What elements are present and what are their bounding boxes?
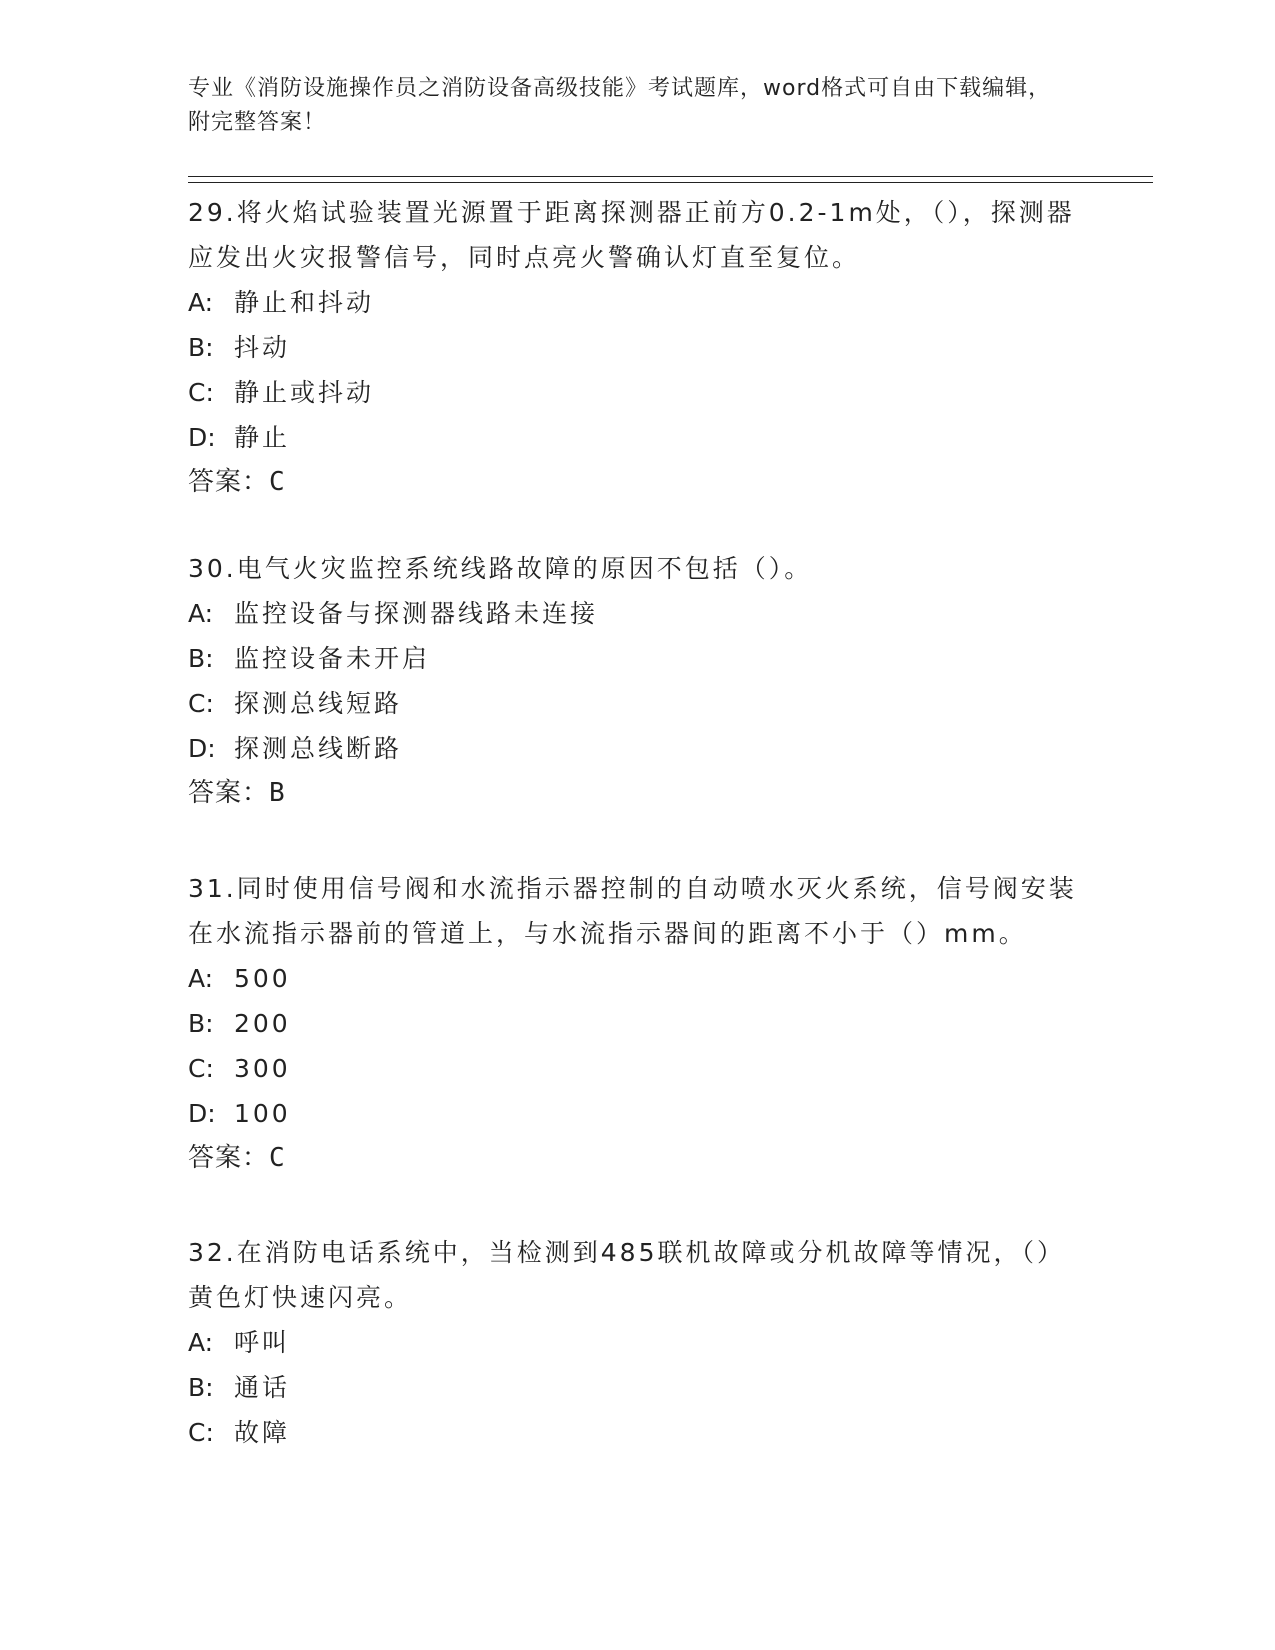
answer-line	[188, 771, 1088, 816]
option-key: C:	[188, 689, 214, 718]
answer-label: 答案：	[188, 467, 270, 497]
option-text: 静止或抖动	[234, 378, 375, 407]
question-stem: 29.将火焰试验装置光源置于距离探测器正前方0.2-1m处，（），探测器应发出火灾报警信号，同时点亮火警确认灯直至复位。	[188, 198, 1075, 272]
question-30	[188, 546, 1088, 816]
option-text: 故障	[234, 1418, 291, 1447]
question-stem: 31.同时使用信号阀和水流指示器控制的自动喷水灭火系统，信号阀安装在水流指示器前的管道上，与水流指示器间的距离不小于（）mm。	[188, 874, 1077, 948]
option-text: 通话	[234, 1373, 291, 1402]
option-key: C:	[188, 378, 214, 407]
option-text: 抖动	[234, 333, 291, 362]
option-text: 100	[234, 1099, 291, 1128]
answer-value: B	[269, 778, 286, 808]
option-b	[188, 325, 1088, 370]
option-c	[188, 370, 1088, 415]
answer-value: C	[269, 1143, 286, 1173]
option-key: C:	[188, 1054, 214, 1083]
option-c	[188, 681, 1088, 726]
answer-value: C	[269, 467, 286, 497]
option-b	[188, 1001, 1088, 1046]
option-text: 静止和抖动	[234, 288, 375, 317]
option-d	[188, 1091, 1088, 1136]
option-text: 监控设备与探测器线路未连接	[234, 599, 599, 628]
option-key: A:	[188, 288, 214, 317]
option-key: B:	[188, 1009, 214, 1038]
option-text: 500	[234, 964, 291, 993]
question-stem: 32.在消防电话系统中，当检测到485联机故障或分机故障等情况，（）黄色灯快速闪亮。	[188, 1238, 1065, 1312]
question-stem: 30.电气火灾监控系统线路故障的原因不包括（）。	[188, 554, 813, 583]
option-text: 静止	[234, 423, 291, 452]
option-key: B:	[188, 644, 214, 673]
answer-label: 答案：	[188, 1143, 270, 1173]
option-text: 探测总线断路	[234, 734, 403, 763]
question-31	[188, 866, 1088, 1181]
option-c	[188, 1046, 1088, 1091]
option-key: A:	[188, 964, 214, 993]
option-a	[188, 1320, 1088, 1365]
option-b	[188, 1365, 1088, 1410]
question-32	[188, 1230, 1088, 1455]
header-rule-bottom	[188, 182, 1153, 183]
option-key: A:	[188, 1328, 214, 1357]
answer-line	[188, 1136, 1088, 1181]
option-key: C:	[188, 1418, 214, 1447]
option-key: A:	[188, 599, 214, 628]
option-a	[188, 591, 1088, 636]
option-key: D:	[188, 1099, 216, 1128]
answer-line	[188, 460, 1088, 505]
option-text: 200	[234, 1009, 291, 1038]
answer-label: 答案：	[188, 778, 270, 808]
option-key: D:	[188, 423, 216, 452]
option-text: 探测总线短路	[234, 689, 403, 718]
option-key: D:	[188, 734, 216, 763]
option-key: B:	[188, 1373, 214, 1402]
option-d	[188, 726, 1088, 771]
document-intro: 专业《消防设施操作员之消防设备高级技能》考试题库，word格式可自由下载编辑，附完整答案！	[188, 76, 1052, 135]
option-text: 300	[234, 1054, 291, 1083]
header-rule-top	[188, 176, 1153, 177]
option-b	[188, 636, 1088, 681]
option-a	[188, 956, 1088, 1001]
option-c	[188, 1410, 1088, 1455]
option-d	[188, 415, 1088, 460]
option-text: 呼叫	[234, 1328, 291, 1357]
option-a	[188, 280, 1088, 325]
question-29	[188, 190, 1088, 505]
option-key: B:	[188, 333, 214, 362]
option-text: 监控设备未开启	[234, 644, 431, 673]
